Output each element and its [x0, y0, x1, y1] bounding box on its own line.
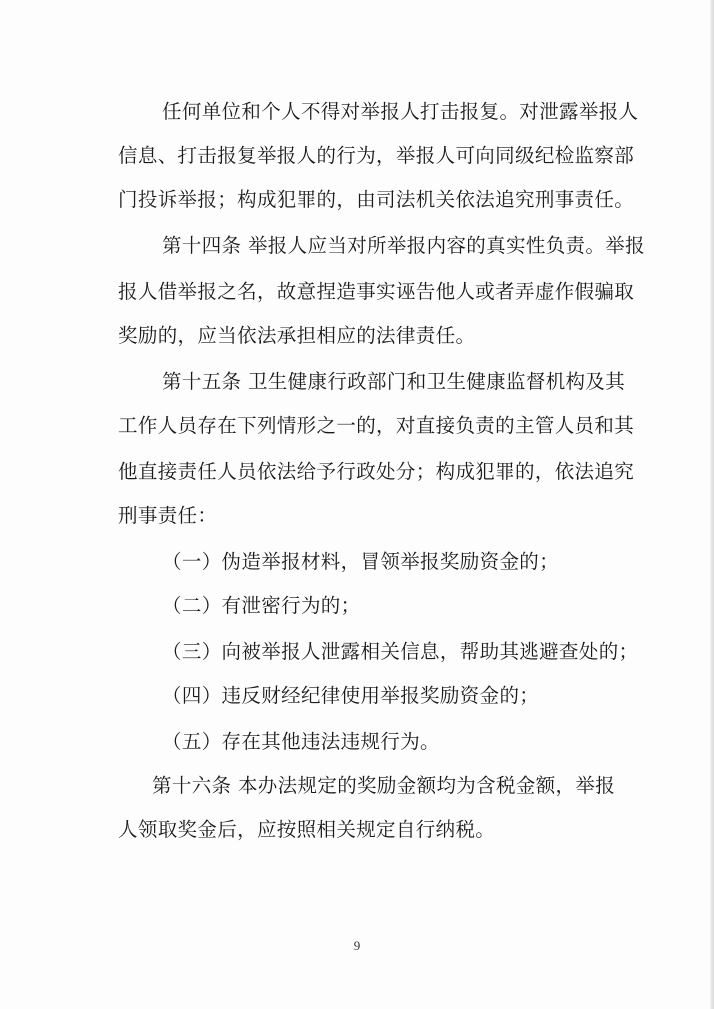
list-item: （三）向被举报人泄露相关信息，帮助其逃避查处的；: [162, 640, 639, 663]
paragraph-line: 信息、打击报复举报人的行为，举报人可向同级纪检监察部: [118, 144, 635, 167]
article-14-line: 第十四条 举报人应当对所举报内容的真实性负责。举报: [162, 234, 645, 257]
list-item: （一）伪造举报材料，冒领举报奖励资金的；: [162, 550, 560, 573]
article-15-line: 工作人员存在下列情形之一的，对直接负责的主管人员和其: [118, 414, 635, 437]
paragraph-line: 门投诉举报；构成犯罪的，由司法机关依法追究刑事责任。: [118, 188, 635, 211]
article-15-line: 第十五条 卫生健康行政部门和卫生健康监督机构及其: [162, 370, 626, 393]
page-edge: [710, 0, 714, 1009]
list-item: （二）有泄密行为的；: [162, 594, 361, 617]
article-16-line: 第十六条 本办法规定的奖励金额均为含税金额，举报: [152, 774, 616, 797]
list-item: （五）存在其他违法违规行为。: [162, 730, 440, 753]
article-14-line: 报人借举报之名，故意捏造事实诬告他人或者弄虚作假骗取: [118, 280, 635, 303]
page-number: 9: [353, 938, 361, 953]
paragraph-line: 任何单位和个人不得对举报人打击报复。对泄露举报人: [162, 100, 639, 123]
list-item: （四）违反财经纪律使用举报奖励资金的；: [162, 684, 540, 707]
article-14-line: 奖励的，应当依法承担相应的法律责任。: [118, 324, 476, 347]
article-16-line: 人领取奖金后，应按照相关规定自行纳税。: [118, 818, 496, 841]
article-15-line: 他直接责任人员依法给予行政处分；构成犯罪的，依法追究: [118, 460, 635, 483]
article-15-line: 刑事责任：: [118, 504, 218, 527]
